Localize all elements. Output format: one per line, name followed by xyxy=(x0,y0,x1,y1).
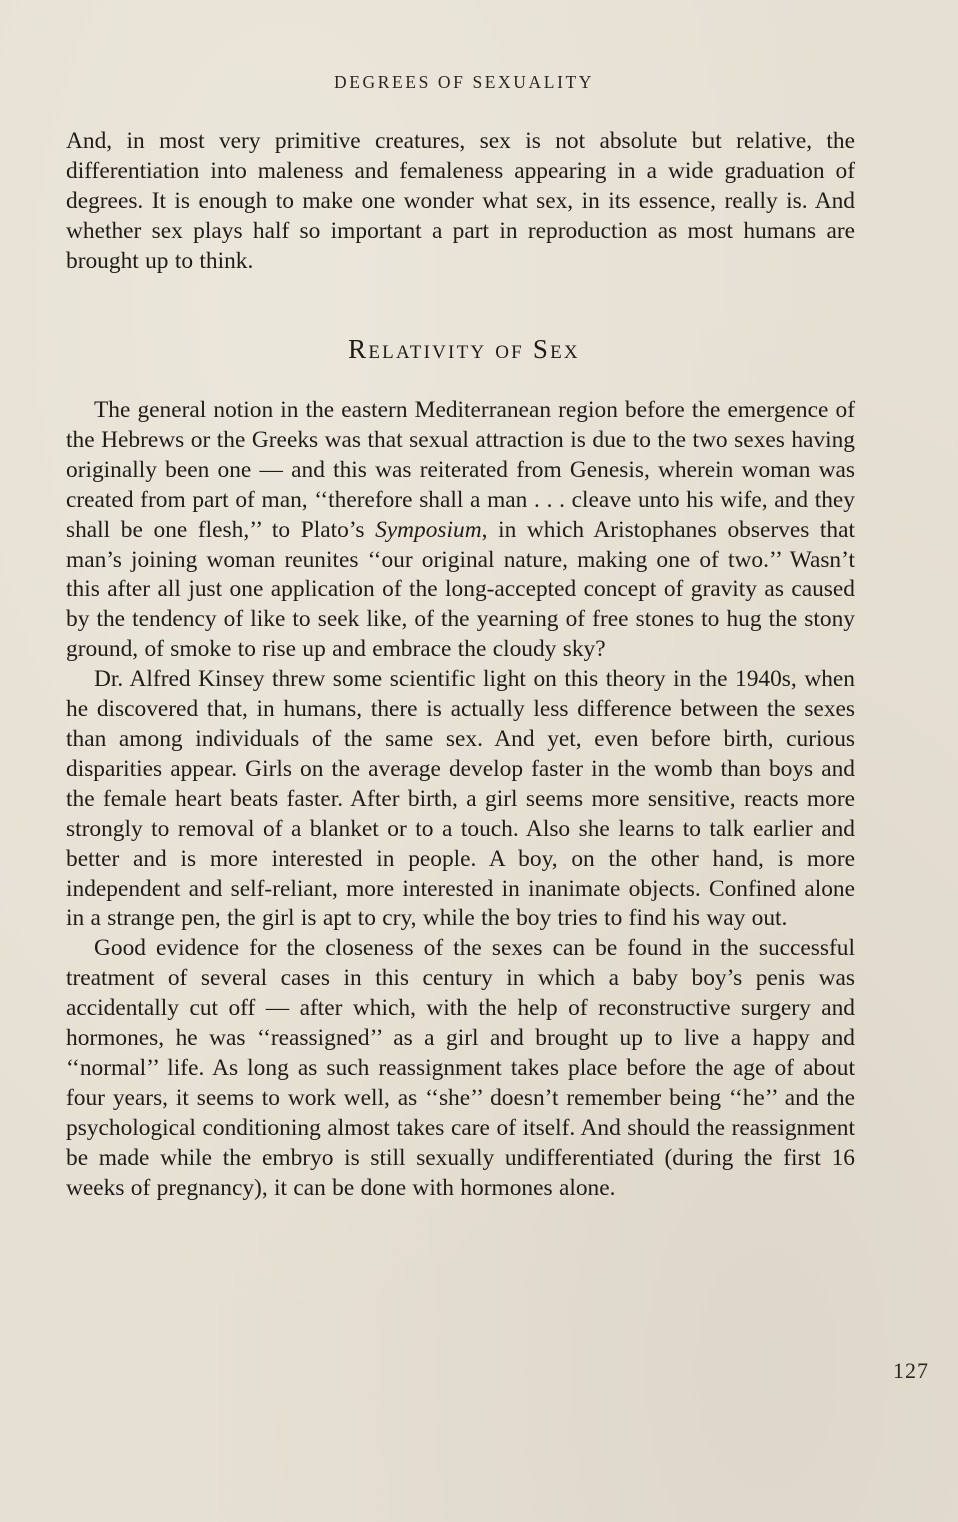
paragraph-1-text-start: The general notion in the eastern Mediterranean region before the emergence of the Hebrews or the Greeks was that sexual attraction is due to the two sexes having originally been one — and this was reiterated from Genesis, wherein woman was created from part of man, ‘‘therefore shall a man . . . cleave unto his wife, and they shall be one flesh,’’ to Plato’s xyxy=(66,397,855,543)
body-paragraph-2: Dr. Alfred Kinsey threw some scientific light on this theory in the 1940s, when he discovered that, in humans, there is actually less difference between the sexes than among individuals of the same sex. And yet, even before birth, curious disparities appear. Girls on the average develop faster in the womb than boys and the female heart beats faster. After birth, a girl seems more sensitive, reacts more strongly to removal of a blanket or to a touch. Also she learns to talk earlier and better and is more interested in people. A boy, on the other hand, is more independent and self-reliant, more interested in inanimate objects. Confined alone in a strange pen, the girl is apt to cry, while the boy tries to find his way out. xyxy=(66,666,855,932)
paragraph-1-italic-title: Symposium xyxy=(375,516,482,543)
page-number: 127 xyxy=(893,1358,929,1383)
paragraph-1-text-end: , in which Aristophanes observes that man’s joining woman reunites ‘‘our original nature, making one of two.’’ Wasn’t this after all just one application of the long-accepted concept of gravity as caused by the tendency of like to seek like, of the yearning of free stones to hug the stony ground, of smoke to rise up and embrace the cloudy sky? xyxy=(66,516,855,663)
intro-paragraph: And, in most very primitive creatures, sex is not absolute but relative, the differentiation into maleness and femaleness appearing in a wide graduation of degrees. It is enough to make one wonder what sex, in its essence, really is. And whether sex plays half so important a part in reproduction as most humans are brought up to think. xyxy=(66,128,855,274)
running-head: DEGREES OF SEXUALITY xyxy=(333,72,595,92)
intro-text-block xyxy=(66,127,855,277)
section-body xyxy=(66,396,855,1203)
body-paragraph-3: Good evidence for the closeness of the sexes can be found in the successful treatment of several cases in this century in which a baby boy’s penis was accidentally cut off — after which, with the help of reconstructive surgery and hormones, he was ‘‘reassigned’’ as a girl and brought up to live a happy and ‘‘normal’’ life. As long as such reassignment takes place before the age of about four years, it seems to work well, as ‘‘she’’ doesn’t remember being ‘‘he’’ and the psychological conditioning almost takes care of itself. And should the reassignment be made while the embryo is still sexually undifferentiated (during the first 16 weeks of pregnancy), it can be done with hormones alone. xyxy=(66,935,855,1201)
section-heading: Relativity of Sex xyxy=(348,334,580,364)
body-paragraph-1 xyxy=(66,396,855,665)
